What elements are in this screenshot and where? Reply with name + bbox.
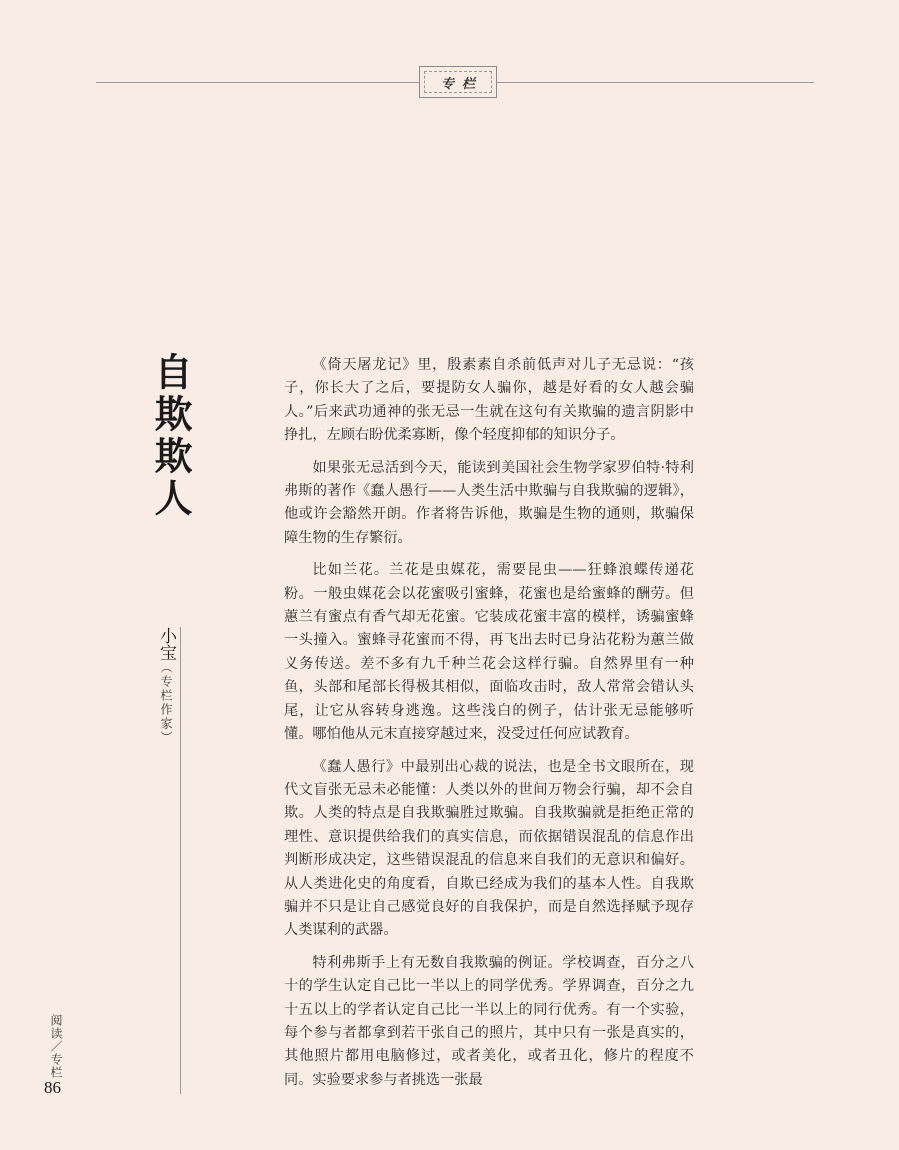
- paragraph: 特利弗斯手上有无数自我欺骗的例证。学校调查，百分之八十的学生认定自己比一半以上的同学优秀。学界调查，百分之九十五以上的学者认定自己比一半以上的同行优秀。有一个实验，每个参与者都拿到若干张自己的照片，其中只有一张是真实的，其他照片都用电脑修过，或者美化，或者丑化，修片的程度不同。实验要求参与者挑选一张最: [284, 954, 694, 1088]
- paragraph: 《蠢人愚行》中最别出心裁的说法，也是全书文眼所在，现代文盲张无忌未必能懂：人类以外的世间万物会行骗，却不会自欺。人类的特点是自我欺骗胜过欺骗。自我欺骗就是拒绝正常的理性、意识提供给我们的真实信息，而依据错误混乱的信息作出判断形成决定，这些错误混乱的信息来自我们的无意识和偏好。从人类进化史的角度看，自欺已经成为我们的基本人性。自我欺骗并不只是让自己感觉良好的自我保护，而是自然选择赋予现存人类谋利的武器。: [284, 758, 694, 939]
- paragraph: 如果张无忌活到今天，能读到美国社会生物学家罗伯特·特利弗斯的著作《蠢人愚行——人类生活中欺骗与自我欺骗的逻辑》，他或许会豁然开朗。作者将告诉他，欺骗是生物的通则，欺骗保障生物的生存繁衍。: [284, 459, 694, 546]
- author-note: （专栏作家）: [159, 661, 173, 745]
- paragraph: 《倚天屠龙记》里，殷素素自杀前低声对儿子无忌说：“孩子，你长大了之后，要提防女人骗你，越是好看的女人越会骗人。”后来武功通神的张无忌一生就在这句有关欺骗的遗言阴影中挣扎，左顾右盼优柔寡断，像个轻度抑郁的知识分子。: [284, 357, 694, 444]
- footer-section-label: 阅读／专栏: [49, 1014, 63, 1079]
- page-number: 86: [44, 1078, 61, 1097]
- author-block: [154, 627, 178, 745]
- section-header-box: [419, 66, 497, 98]
- section-label: 专栏: [440, 76, 483, 92]
- article-title: 自欺欺人: [148, 352, 193, 520]
- paragraph: 比如兰花。兰花是虫媒花，需要昆虫——狂蜂浪蝶传递花粉。一般虫媒花会以花蜜吸引蜜蜂，花蜜也是给蜜蜂的酬劳。但蕙兰有蜜点有香气却无花蜜。它装成花蜜丰富的模样，诱骗蜜蜂一头撞入。蜜蜂寻花蜜而不得，再飞出去时已身沾花粉为蕙兰做义务传送。差不多有九千种兰花会这样行骗。自然界里有一种鱼，头部和尾部长得极其相似，面临攻击时，敌人常常会错认头尾，让它从容转身逃逸。这些浅白的例子，估计张无忌能够听懂。哪怕他从元末直接穿越过来，没受过任何应试教育。: [284, 562, 694, 743]
- author-name: 小宝: [156, 627, 176, 661]
- article-body: [284, 354, 694, 1101]
- section-header-inner: [424, 71, 492, 93]
- author-divider: [180, 627, 181, 1094]
